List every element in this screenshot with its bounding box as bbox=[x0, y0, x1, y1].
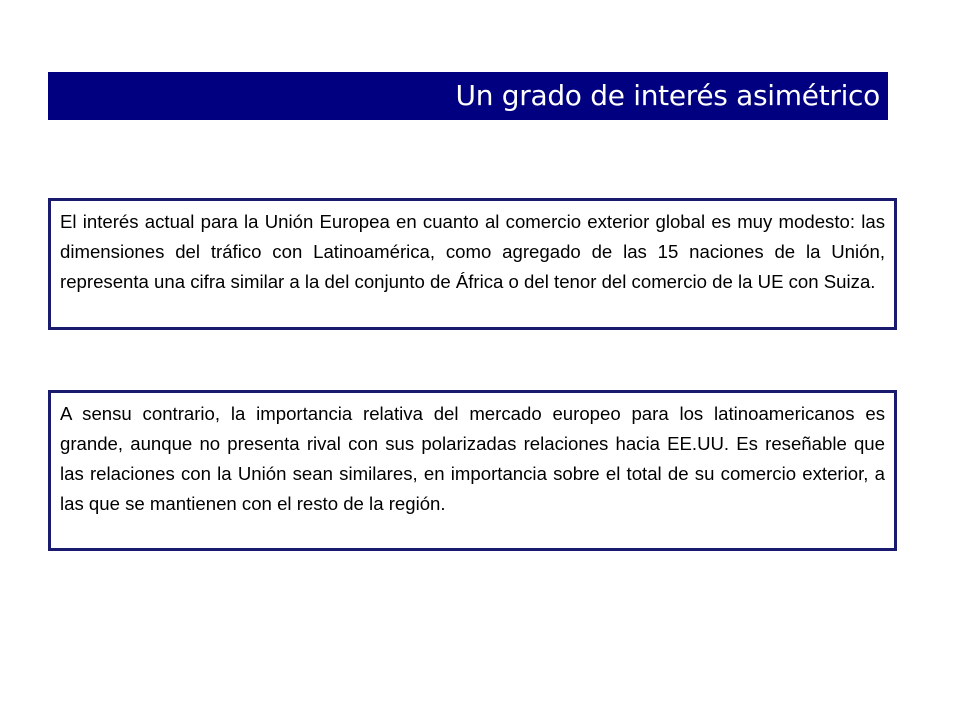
slide-title: Un grado de interés asimétrico bbox=[455, 79, 880, 112]
title-bar bbox=[48, 72, 888, 120]
paragraph-eu-interest: El interés actual para la Unión Europea en cuanto al comercio exterior global es muy modesto: las dimensiones del tráfico con Latinoamérica, como agregado de las 15 naciones de la Unión, representa una cifra similar a la del conjunto de África o del tenor del comercio de la UE con Suiza. bbox=[60, 211, 885, 292]
text-box-eu-interest bbox=[48, 198, 897, 330]
text-box-latam-interest bbox=[48, 390, 897, 551]
paragraph-latam-interest: A sensu contrario, la importancia relativa del mercado europeo para los latinoamericanos es grande, aunque no presenta rival con sus polarizadas relaciones hacia EE.UU. Es reseñable que las relaciones con la Unión sean similares, en importancia sobre el total de su comercio exterior, a las que se mantienen con el resto de la región. bbox=[60, 403, 885, 514]
